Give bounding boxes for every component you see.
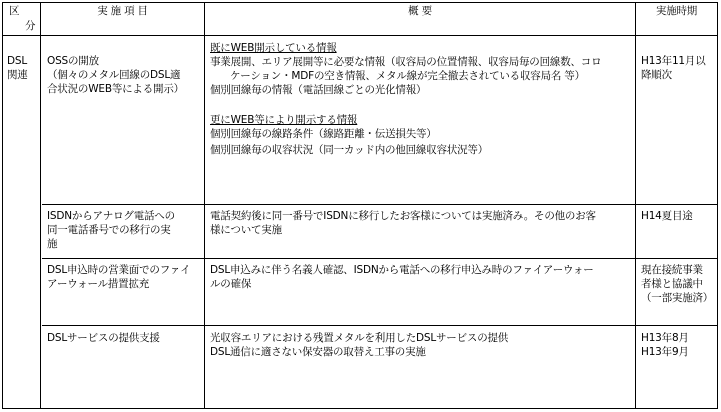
overview-heading: 既にWEB開示している情報	[210, 42, 337, 54]
header-category-top: 区	[9, 5, 20, 17]
overview-line: DSL申込みに伴う名義人確認、ISDNから電話への移行申込み時のファイアーウォー	[210, 264, 594, 276]
item-line: アーウォール措置拡充	[47, 278, 150, 290]
header-divider	[3, 35, 717, 36]
category-line: 関連	[7, 69, 28, 81]
row-divider	[42, 204, 717, 205]
spacer	[210, 97, 601, 113]
column-divider	[40, 3, 41, 408]
row-divider	[42, 325, 717, 326]
header-category-bottom: 分	[25, 20, 36, 32]
implementation-table	[2, 2, 718, 409]
row-timing	[641, 54, 706, 82]
item-line: 合状況のWEB等による開示）	[47, 83, 184, 95]
row-overview	[210, 41, 601, 157]
row-item	[47, 263, 190, 291]
timing-line: H13年11月以	[641, 55, 706, 67]
header-item: 実 施 項 目	[97, 5, 148, 17]
row-item	[47, 54, 184, 96]
row-overview	[210, 331, 508, 359]
row-item	[47, 209, 175, 251]
timing-line: 者様と協議中	[641, 278, 703, 290]
overview-line: 個別回線毎の収容状況（同一カッド内の他回線収容状況等）	[210, 144, 488, 156]
item-line: ISDNからアナログ電話への	[47, 210, 175, 222]
timing-line: H14夏目途	[641, 210, 693, 222]
item-line: OSSの開放	[47, 55, 99, 67]
row-timing	[641, 263, 713, 305]
category-label	[7, 54, 28, 82]
column-divider	[635, 3, 636, 408]
header-timing: 実施時期	[655, 5, 698, 17]
row-item	[47, 331, 160, 345]
row-timing	[641, 331, 689, 359]
timing-line: H13年9月	[641, 346, 689, 358]
overview-line: DSL通信に適さない保安器の取替え工事の実施	[210, 346, 426, 358]
overview-line: 電話契約後に同一番号でISDNに移行したお客様については実施済み。その他のお客	[210, 210, 596, 222]
column-divider	[204, 3, 205, 408]
item-line: 同一電話番号での移行の実	[47, 224, 171, 236]
overview-line: 光収容エリアにおける残置メタルを利用したDSLサービスの提供	[210, 332, 509, 344]
item-line: DSLサービスの提供支援	[47, 332, 160, 344]
item-line: 施	[47, 238, 58, 250]
item-line: （個々のメタル回線のDSL適	[47, 69, 181, 81]
overview-line: 個別回線毎の情報（電話回線ごとの光化情報）	[210, 84, 427, 96]
overview-line: ケーション・MDFの空き情報、メタル線が完全撤去されている収容局名 等）	[230, 70, 585, 82]
item-line: DSL申込時の営業面でのファイ	[47, 264, 191, 276]
overview-line: 事業展開、エリア展開等に必要な情報（収容局の位置情報、収容局毎の回線数、コロ	[210, 56, 602, 68]
timing-line: （一部実施済）	[641, 292, 714, 304]
header-overview: 概 要	[408, 5, 432, 17]
row-overview	[210, 209, 596, 237]
row-divider	[42, 258, 717, 259]
row-overview	[210, 263, 594, 291]
overview-line: ルの確保	[210, 278, 252, 290]
overview-line: 様について実施	[210, 224, 282, 236]
timing-line: H13年8月	[641, 332, 689, 344]
timing-line: 降順次	[641, 69, 672, 81]
overview-heading: 更にWEB等により開示する情報	[210, 114, 358, 126]
overview-line: 個別回線毎の線路条件（線路距離・伝送損失等）	[210, 128, 437, 140]
category-line: DSL	[7, 55, 28, 67]
row-timing	[641, 209, 693, 223]
timing-line: 現在接続事業	[641, 264, 703, 276]
